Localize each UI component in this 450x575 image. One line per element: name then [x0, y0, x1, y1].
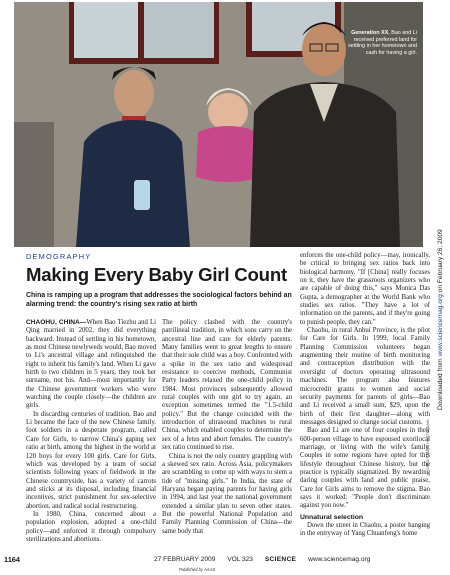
- paragraph: enforces the one-child policy—may, ironically, be critical to bringing sex ratios back into biological harmony. "If [China] really focuses on it, they have the grassroots organizers who are capable of doing this," says Monica Das Gupta, a demographer at the World Bank who studies sex ratios. "They have a lot of information on the parents, and if they're going to punish people, they can.": [300, 252, 430, 326]
- article-headline: Making Every Baby Girl Count: [26, 264, 287, 285]
- page-number: 1164: [4, 555, 21, 564]
- paragraph: In 1980, China, concerned about a population explosion, adopted a one-child policy—and enforced it through compulsory sterilizations and abortions.: [26, 510, 156, 543]
- paragraph: CHAOHU, CHINA—When Bao Tiezhu and Li Qing married in 2002, they did everything backward. Instead of settling in his hometown, as most Chinese newlyweds would, Bao moved to Li's ancestral village and relinquished the right to inherit his family's land. When Li gave birth to two children in 5 years, they took her surname, not his. And—most importantly for the Chinese government workers who were watching the couple closely—the children are girls.: [26, 319, 156, 410]
- download-suffix: on February 26, 2009: [437, 229, 444, 295]
- article-column-1: [26, 319, 156, 544]
- dateline: CHAOHU, CHINA—: [26, 319, 87, 326]
- subhead: Unnatural selection: [300, 513, 364, 521]
- article-deck: China is ramping up a program that addresses the sociological factors behind an alarming trend: the country's rising sex ratio at birth: [26, 292, 292, 308]
- photo-caption: [341, 30, 417, 56]
- page-footer: [4, 555, 444, 565]
- paragraph: Bao and Li are one of four couples in their 600-person village to have espoused uxorilocal marriage, or living with the wife's family. Couples in some regions have opted for this lifestyle throughout Chinese history, but the practice is typically stigmatized. By rewarding daring couples with land and public praise, Care for Girls aims to remove the stigma. Bao says it worked: "People don't discriminate against you now.": [300, 427, 430, 510]
- section-label: DEMOGRAPHY: [26, 252, 92, 261]
- paragraph: In discarding centuries of tradition, Bao and Li became the face of the new Chinese family. foot soldiers in a desperate program, called Care for Girls, to narrow China's gaping sex ratio at birth, among the highest in the world at 120 boys for every 100 girls. Care for Girls, which was developed by a team of social scientists following years of fieldwork in the Chinese countryside, has a variety of carrots and sticks at its disposal, including financial incentives, strict punishment for sex-selective abortion, and radical social restructuring.: [26, 410, 156, 510]
- download-notice: [437, 190, 444, 410]
- download-url-link[interactable]: www.sciencemag.org: [437, 294, 444, 357]
- footer-info: [154, 556, 370, 563]
- journal-url[interactable]: www.sciencemag.org: [308, 556, 371, 563]
- photo-credit: CREDIT: MARA HVISTENDAHL: [426, 418, 430, 470]
- publisher-line: Published by AAAS: [179, 567, 216, 572]
- journal-name: SCIENCE: [264, 556, 297, 563]
- article-photo: [14, 2, 423, 247]
- issue-date: 27 FEBRUARY 2009: [154, 556, 216, 563]
- photo-caption-bold: Generation XX.: [351, 30, 390, 36]
- download-prefix: Downloaded from: [437, 356, 444, 410]
- volume: VOL 323: [227, 556, 253, 563]
- paragraph: Chaohu, in rural Anhui Province, is the pilot for Care for Girls. In 1999, local Family Planning Commission volunteers began augmenting their routine of birth monitoring and contraception distribution with the oversight of doctors operating ultrasound machines. The program also features microcredit grants to women and social security payments for parents of girls—Bao and Li received a small sum, $29, upon the birth of their first daughter—along with messages designed to change social customs.: [300, 327, 430, 426]
- paragraph: The policy clashed with the country's patrilineal tradition, in which sons carry on the ancestral line and care for elderly parents. Many families went to great lengths to ensure that their sole child was a boy. Confronted with a spike in the sex ratio and widespread resistance to coercive methods, Communist Party leaders relaxed the one-child policy in 1984. Most provinces subsequently allowed rural couples with one girl to try again, an exception sometimes termed the "1.5-child policy." But the change coincided with the introduction of ultrasound machines to rural China, which enabled couples to determine the sex of a fetus and abort females. The country's sex ratio continued to rise.: [162, 319, 292, 452]
- paragraph: China is not the only country grappling with a skewed sex ratio. Across Asia, policymakers are scrambling to come up with ways to stem a tide of "missing girls." In India, the state of Haryana began paying parents for having girls in 1994, and last year the national government extended a similar plan to seven other states. But the powerful National Population and Family Planning Commission of China—the same body that: [162, 452, 292, 535]
- paragraph: Down the street in Chaohu, a poster hanging in the entryway of Yang Chuanfeng's home: [300, 522, 430, 538]
- article-column-2: [162, 319, 292, 536]
- photo-caption-text: Bao and Li received preferred land for settling in her hometown and cash for having a girl.: [348, 30, 417, 56]
- article-column-3: [300, 252, 430, 539]
